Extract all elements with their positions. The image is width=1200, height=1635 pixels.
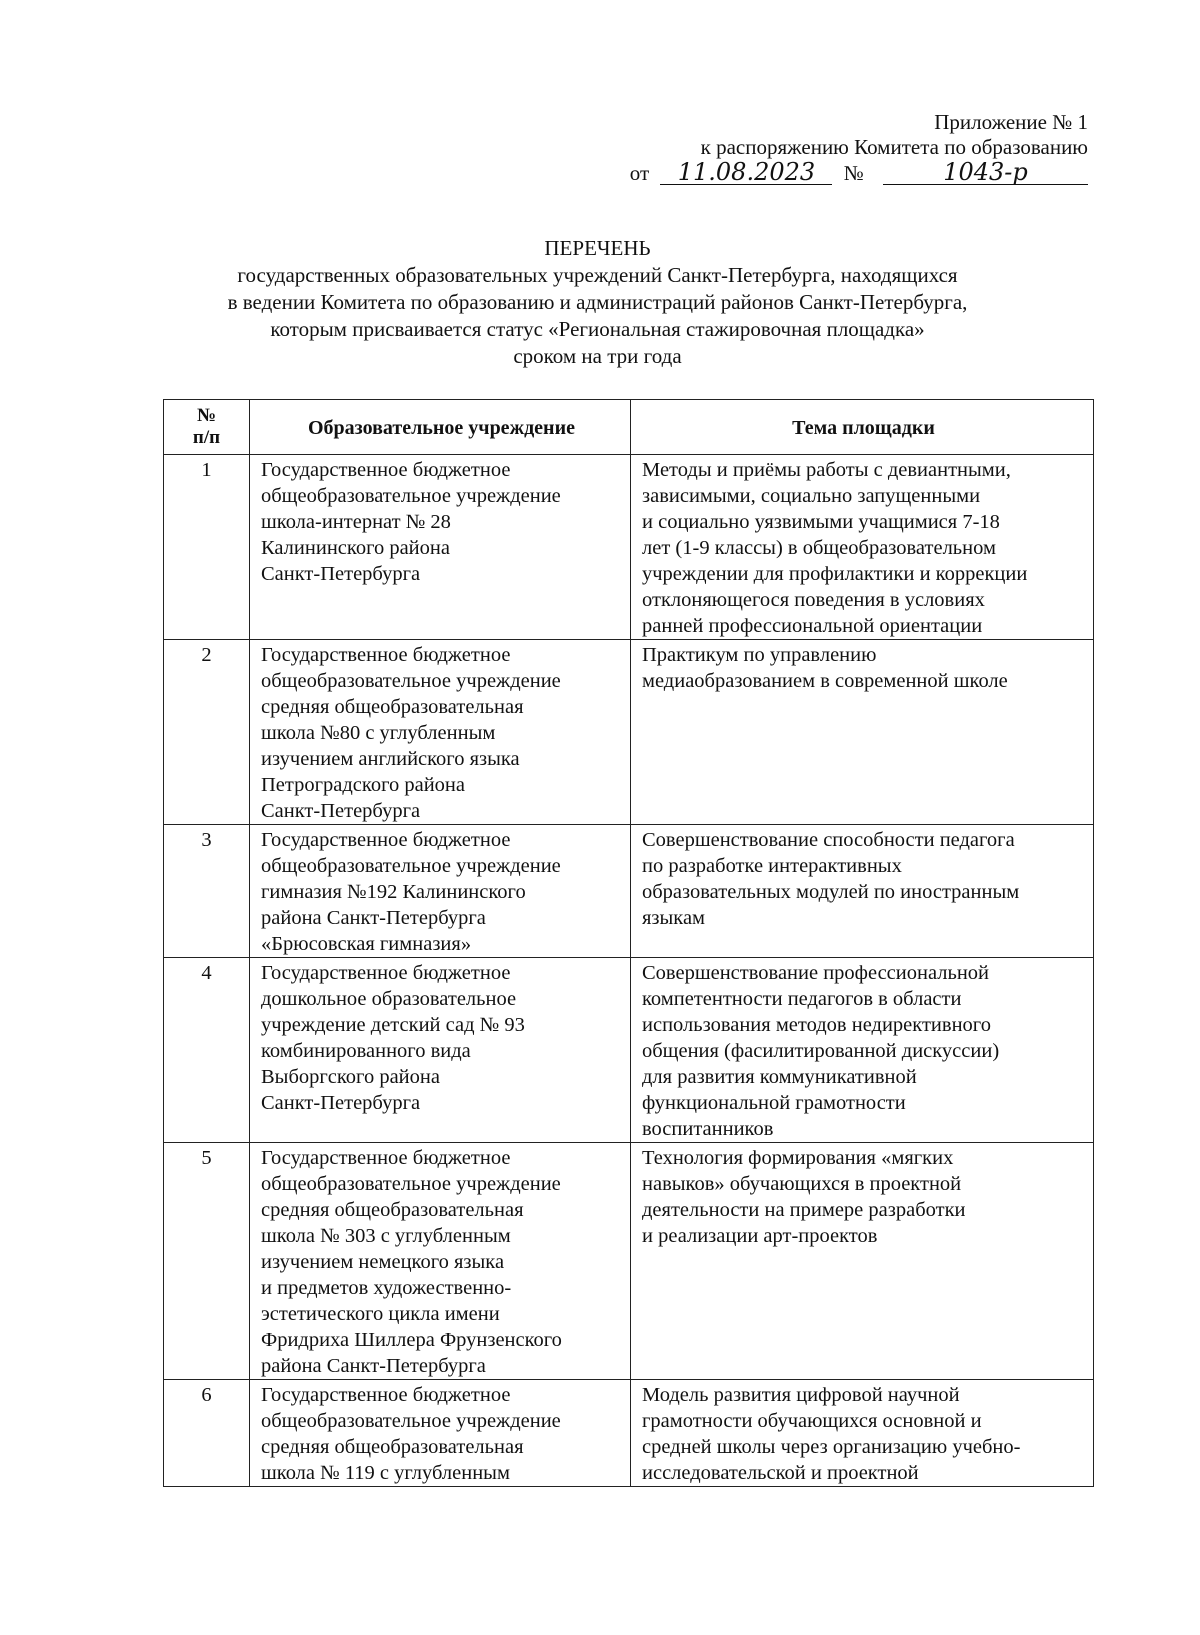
institution-line: комбинированного вида: [261, 1040, 471, 1062]
table-row: [164, 825, 1094, 958]
institution-cell: [250, 825, 631, 958]
table-row: [164, 1143, 1094, 1380]
topic-line: воспитанников: [642, 1118, 774, 1140]
topic-line: Практикум по управлению: [642, 644, 877, 666]
institution-line: учреждение детский сад № 93: [261, 1014, 525, 1036]
institution-line: общеобразовательное учреждение: [261, 1410, 561, 1432]
institution-line: Санкт-Петербурга: [261, 800, 421, 822]
topic-line: и реализации арт-проектов: [642, 1225, 878, 1247]
topic-cell: [631, 455, 1094, 640]
institution-cell: [250, 1143, 631, 1380]
institution-line: средняя общеобразовательная: [261, 1199, 524, 1221]
topic-line: грамотности обучающихся основной и: [642, 1410, 982, 1432]
institution-line: Петроградского района: [261, 774, 465, 796]
institution-line: изучением английского языка: [261, 748, 520, 770]
institution-line: общеобразовательное учреждение: [261, 855, 561, 877]
institution-line: общеобразовательное учреждение: [261, 670, 561, 692]
topic-line: деятельности на примере разработки: [642, 1199, 966, 1221]
header-number: [164, 400, 250, 455]
institution-line: средняя общеобразовательная: [261, 696, 524, 718]
row-number: 2: [164, 640, 250, 825]
table-row: [164, 958, 1094, 1143]
institution-line: школа № 303 с углубленным: [261, 1225, 511, 1247]
handwritten-number: 1043-р: [883, 160, 1088, 185]
topic-line: образовательных модулей по иностранным: [642, 881, 1020, 903]
institution-line: школа № 119 с углубленным: [261, 1462, 510, 1484]
topic-line: Совершенствование способности педагога: [642, 829, 1015, 851]
institution-cell: [250, 640, 631, 825]
header-number-line: п/п: [192, 427, 221, 448]
institution-line: района Санкт-Петербурга: [261, 907, 486, 929]
header-number-line: №: [196, 405, 217, 426]
institution-line: школа-интернат № 28: [261, 511, 451, 533]
institution-line: Государственное бюджетное: [261, 644, 511, 666]
institution-cell: [250, 1380, 631, 1487]
table-header-row: [164, 400, 1094, 455]
topic-line: функциональной грамотности: [642, 1092, 906, 1114]
topic-line: отклоняющегося поведения в условиях: [642, 589, 985, 611]
topic-line: общения (фасилитированной дискуссии): [642, 1040, 1000, 1062]
institution-line: Выборгского района: [261, 1066, 440, 1088]
institution-line: гимназия №192 Калининского: [261, 881, 526, 903]
institution-line: эстетического цикла имени: [261, 1303, 500, 1325]
institution-line: изучением немецкого языка: [261, 1251, 505, 1273]
topic-cell: [631, 958, 1094, 1143]
row-number: 6: [164, 1380, 250, 1487]
topic-line: языкам: [642, 907, 706, 929]
topic-line: учреждении для профилактики и коррекции: [642, 563, 1028, 585]
topic-cell: [631, 1143, 1094, 1380]
topic-cell: [631, 825, 1094, 958]
topic-line: Совершенствование профессиональной: [642, 962, 990, 984]
topic-line: и социально уязвимыми учащимися 7-18: [642, 511, 1000, 533]
topic-line: Технология формирования «мягких: [642, 1147, 954, 1169]
number-label: №: [843, 161, 864, 185]
institution-line: Государственное бюджетное: [261, 1384, 511, 1406]
topic-line: Методы и приёмы работы с девиантными,: [642, 459, 1011, 481]
institution-cell: [250, 455, 631, 640]
order-date-number-line: [630, 160, 1088, 186]
row-number: 5: [164, 1143, 250, 1380]
header-institution: Образовательное учреждение: [250, 400, 631, 455]
row-number: 1: [164, 455, 250, 640]
topic-line: средней школы через организацию учебно-: [642, 1436, 1021, 1458]
institution-line: Государственное бюджетное: [261, 962, 511, 984]
institution-line: «Брюсовская гимназия»: [261, 933, 472, 955]
table-row: [164, 640, 1094, 825]
title-heading: ПЕРЕЧЕНЬ: [544, 236, 651, 260]
topic-line: использования методов недирективного: [642, 1014, 991, 1036]
table-row: [164, 1380, 1094, 1487]
appendix-block: [630, 110, 1088, 186]
institution-line: средняя общеобразовательная: [261, 1436, 524, 1458]
order-reference: к распоряжению Комитета по образованию: [700, 135, 1088, 159]
institution-line: Государственное бюджетное: [261, 829, 511, 851]
title-line: которым присваивается статус «Региональная стажировочная площадка»: [270, 317, 925, 341]
topic-cell: [631, 640, 1094, 825]
topic-line: медиаобразованием в современной школе: [642, 670, 1008, 692]
row-number: 4: [164, 958, 250, 1143]
appendix-label: Приложение № 1: [934, 110, 1088, 134]
topic-line: навыков» обучающихся в проектной: [642, 1173, 962, 1195]
topic-line: зависимыми, социально запущенными: [642, 485, 981, 507]
row-number: 3: [164, 825, 250, 958]
institution-line: Санкт-Петербурга: [261, 563, 421, 585]
topic-line: лет (1-9 классы) в общеобразовательном: [642, 537, 996, 559]
institution-line: Государственное бюджетное: [261, 1147, 511, 1169]
topic-line: Модель развития цифровой научной: [642, 1384, 960, 1406]
topic-cell: [631, 1380, 1094, 1487]
institution-cell: [250, 958, 631, 1143]
institution-line: общеобразовательное учреждение: [261, 1173, 561, 1195]
institution-line: дошкольное образовательное: [261, 988, 517, 1010]
topic-line: компетентности педагогов в области: [642, 988, 962, 1010]
title-line: в ведении Комитета по образованию и администраций районов Санкт-Петербурга,: [227, 290, 968, 314]
document-title: [150, 235, 1045, 370]
handwritten-date: 11.08.2023: [660, 160, 832, 185]
institution-line: Государственное бюджетное: [261, 459, 511, 481]
institution-line: и предметов художественно-: [261, 1277, 512, 1299]
topic-line: по разработке интерактивных: [642, 855, 902, 877]
institutions-table: [163, 399, 1094, 1487]
topic-line: для развития коммуникативной: [642, 1066, 917, 1088]
title-line: сроком на три года: [513, 344, 682, 368]
table-row: [164, 455, 1094, 640]
institution-line: Фридриха Шиллера Фрунзенского: [261, 1329, 562, 1351]
topic-line: исследовательской и проектной: [642, 1462, 919, 1484]
institution-line: общеобразовательное учреждение: [261, 485, 561, 507]
header-topic: Тема площадки: [631, 400, 1094, 455]
institution-line: района Санкт-Петербурга: [261, 1355, 486, 1377]
topic-line: ранней профессиональной ориентации: [642, 615, 983, 637]
table-body: [164, 455, 1094, 1487]
institution-line: школа №80 с углубленным: [261, 722, 496, 744]
institution-line: Санкт-Петербурга: [261, 1092, 421, 1114]
date-prefix: от: [629, 161, 650, 185]
title-line: государственных образовательных учреждений Санкт-Петербурга, находящихся: [237, 263, 958, 287]
institution-line: Калининского района: [261, 537, 450, 559]
